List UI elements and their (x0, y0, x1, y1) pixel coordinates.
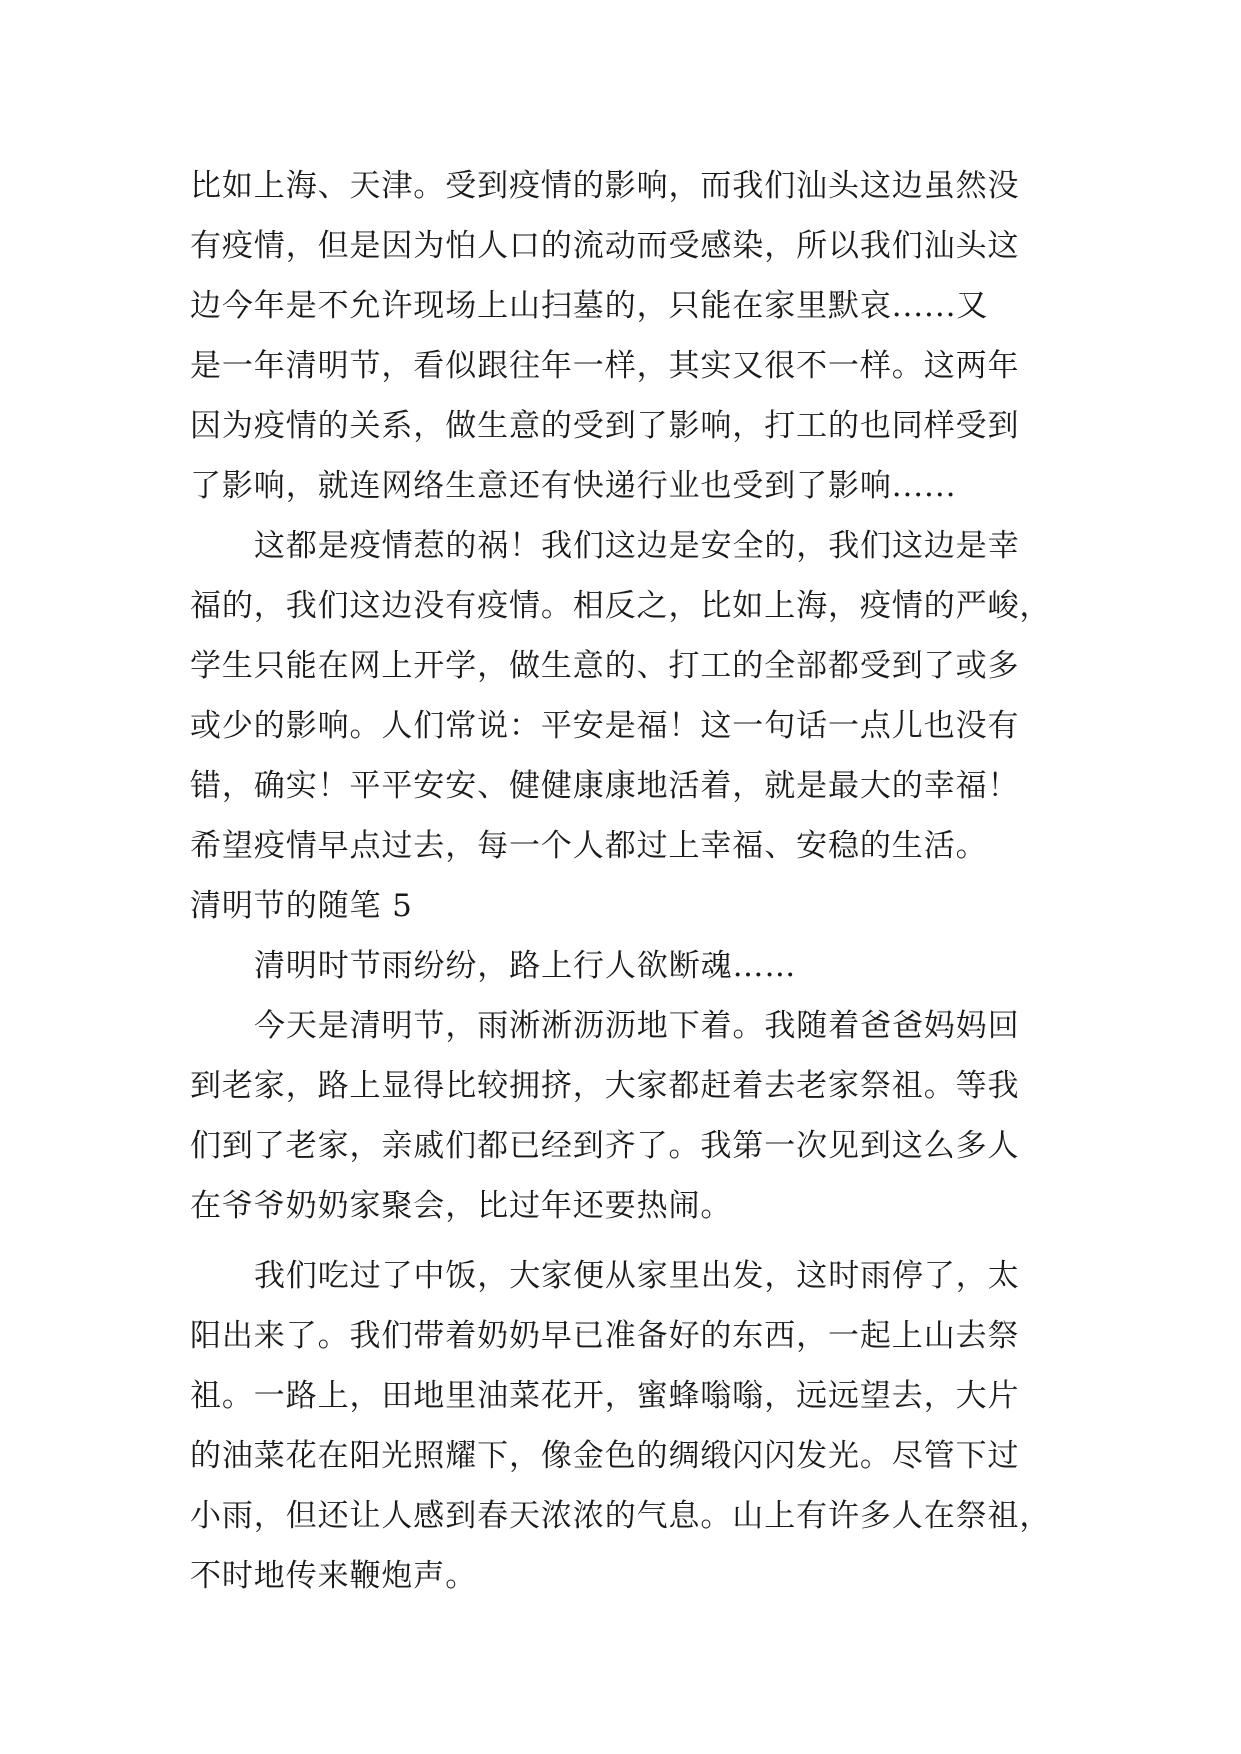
paragraph-mountain (190, 1246, 1055, 1606)
text-line: 错，确实！平平安安、健健康康地活着，就是最大的幸福！ (190, 768, 1020, 804)
text-line: 在爷爷奶奶家聚会，比过年还要热闹。 (190, 1188, 733, 1224)
paragraph-poem (190, 936, 1055, 996)
text-line: 希望疫情早点过去，每一个人都过上幸福、安稳的生活。 (190, 828, 988, 864)
text-line: 到老家，路上显得比较拥挤，大家都赶着去老家祭祖。等我 (190, 1068, 1020, 1104)
text-line: 比如上海、天津。受到疫情的影响，而我们汕头这边虽然没 (190, 168, 1020, 204)
text-line: 福的，我们这边没有疫情。相反之，比如上海，疫情的严峻， (190, 588, 1052, 624)
paragraph-qingming-day (190, 996, 1055, 1236)
text-line: 了影响，就连网络生意还有快递行业也受到了影响...... (190, 468, 957, 504)
text-line: 们到了老家，亲戚们都已经到齐了。我第一次见到这么多人 (190, 1128, 1020, 1164)
paragraph-gap (190, 1236, 1055, 1246)
document-page (190, 156, 1055, 1606)
text-line: 或少的影响。人们常说：平安是福！这一句话一点儿也没有 (190, 708, 1020, 744)
text-line: 祖。一路上，田地里油菜花开，蜜蜂嗡嗡，远远望去，大片 (190, 1378, 1020, 1414)
text-line: 不时地传来鞭炮声。 (190, 1558, 478, 1594)
section-title: 清明节的随笔 5 (190, 888, 413, 924)
text-line: 是一年清明节，看似跟往年一样，其实又很不一样。这两年 (190, 348, 1020, 384)
text-line: 小雨，但还让人感到春天浓浓的气息。山上有许多人在祭祖， (190, 1498, 1052, 1534)
paragraph-continued (190, 156, 1055, 516)
text-line: 阳出来了。我们带着奶奶早已准备好的东西，一起上山去祭 (190, 1318, 1020, 1354)
text-line: 边今年是不允许现场上山扫墓的，只能在家里默哀......又 (190, 288, 989, 324)
text-line: 学生只能在网上开学，做生意的、打工的全部都受到了或多 (190, 648, 1020, 684)
text-line: 清明时节雨纷纷，路上行人欲断魂…… (254, 948, 797, 984)
text-line: 这都是疫情惹的祸！我们这边是安全的，我们这边是幸 (254, 528, 1020, 564)
text-line: 我们吃过了中饭，大家便从家里出发，这时雨停了，太 (254, 1258, 1020, 1294)
paragraph-safety (190, 516, 1055, 876)
text-line: 因为疫情的关系，做生意的受到了影响，打工的也同样受到 (190, 408, 1020, 444)
text-line: 的油菜花在阳光照耀下，像金色的绸缎闪闪发光。尽管下过 (190, 1438, 1020, 1474)
text-line: 今天是清明节，雨淅淅沥沥地下着。我随着爸爸妈妈回 (254, 1008, 1020, 1044)
text-line: 有疫情，但是因为怕人口的流动而受感染，所以我们汕头这 (190, 228, 1020, 264)
